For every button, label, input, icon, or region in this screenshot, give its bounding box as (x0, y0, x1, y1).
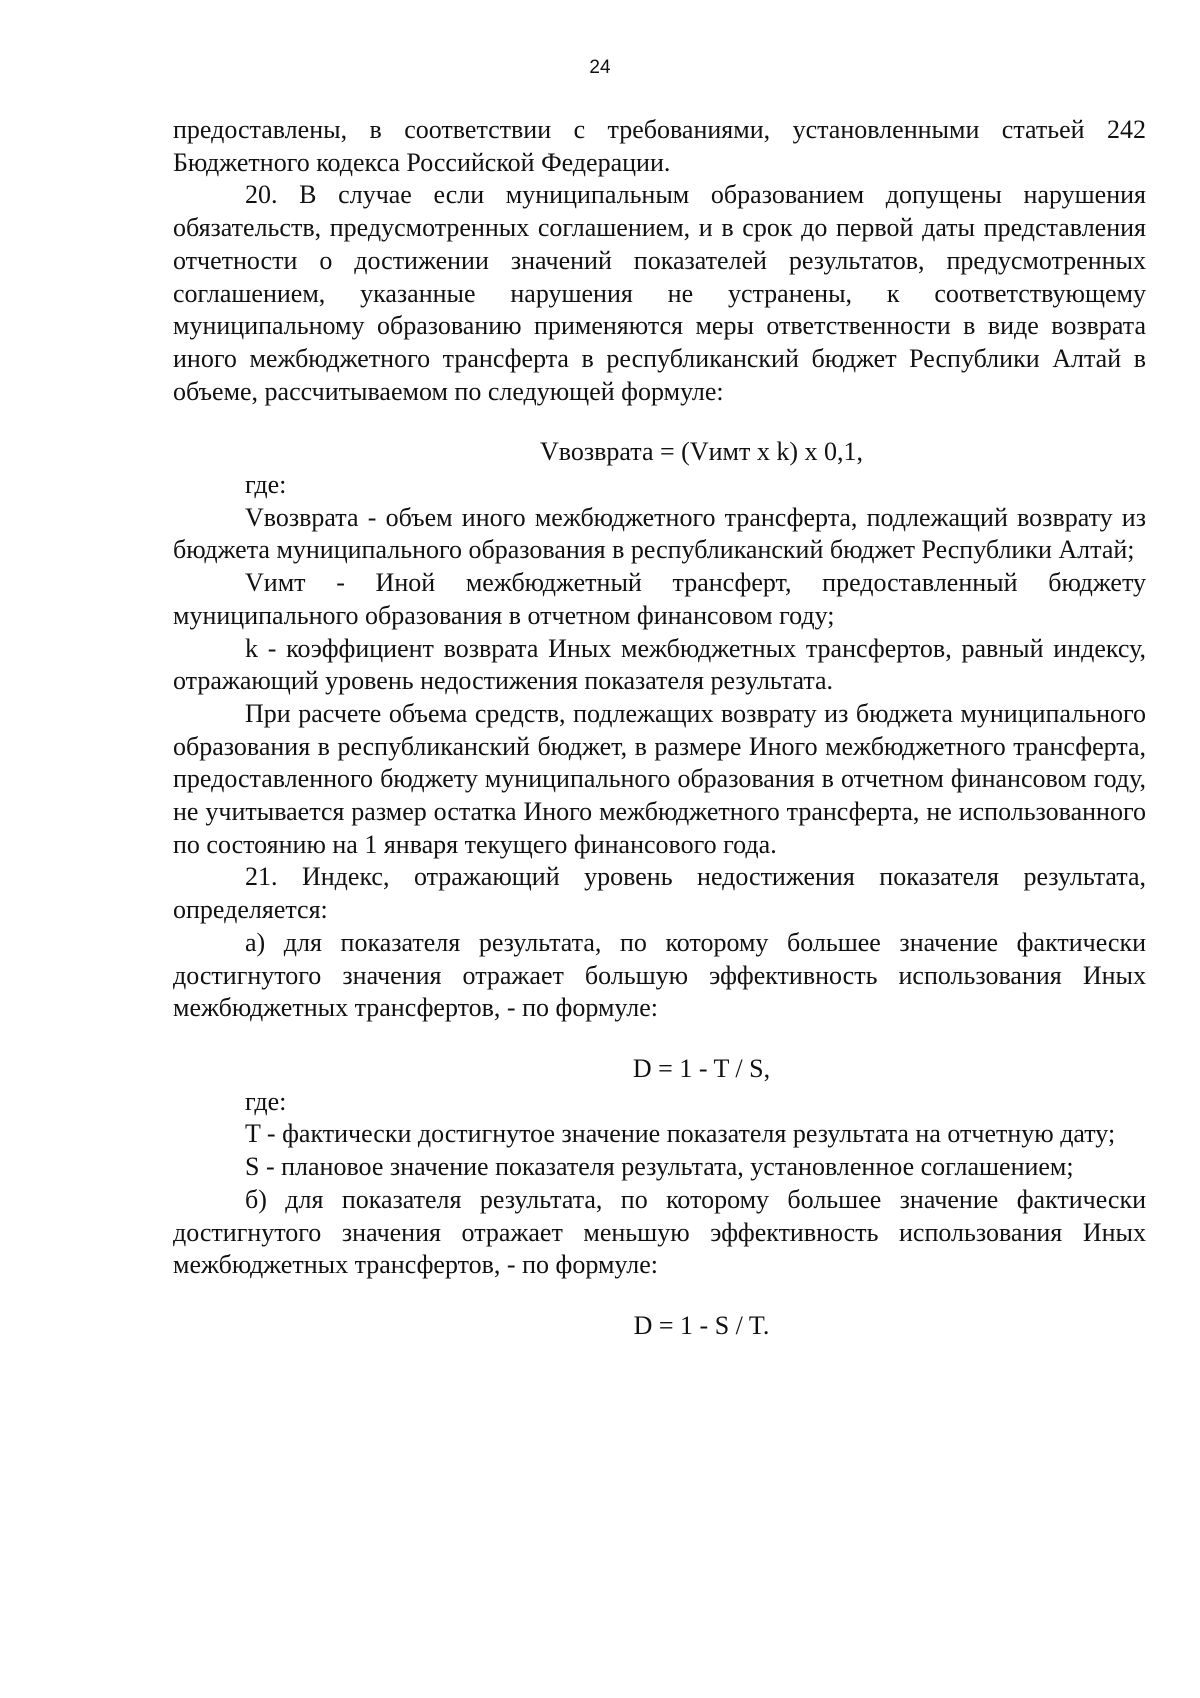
paragraph-calculation-note: При расчете объема средств, подлежащих возврату из бюджета муниципального образования в республиканский бюджет, в размере Иного межбюджетного трансферта, предоставленного бюджету муниципального образования в отчетном финансовом году, не учитывается размер остатка Иного межбюджетного трансферта, не использованного по состоянию на 1 января текущего финансового года. (173, 698, 1146, 859)
paragraph-clause-20: 20. В случае если муниципальным образованием допущены нарушения обязательств, предусмотренных соглашением, и в срок до первой даты представления отчетности о достижении значений показателей результатов, предусмотренных соглашением, указанные нарушения не устранены, к соответствующему муниципальному образованию применяются меры ответственности в виде возврата иного межбюджетного трансферта в республиканский бюджет Республики Алтай в объеме, рассчитываемом по следующей формуле: (173, 180, 1146, 406)
formula-index-a: D = 1 - T / S, (632, 1053, 771, 1083)
paragraph-def-vimt: Vимт - Иной межбюджетный трансферт, предоставленный бюджету муниципального образования в отчетном финансовом году; (173, 568, 1146, 630)
formula-index-b: D = 1 - S / T. (633, 1310, 770, 1340)
formula-return-volume: Vвозврата = (Vимт x k) x 0,1, (540, 437, 863, 467)
paragraph-def-s: S - плановое значение показателя результата, установленное соглашением; (245, 1152, 1074, 1182)
page-number: 24 (589, 57, 611, 78)
paragraph-case-a: а) для показателя результата, по которому большее значение фактически достигнутого значения отражает большую эффективность использования Иных межбюджетных трансфертов, - по формуле: (173, 927, 1146, 1023)
paragraph-where: где: (245, 470, 287, 500)
paragraph-def-k: k - коэффициент возврата Иных межбюджетных трансфертов, равный индексу, отражающий уровень недостижения показателя результата. (173, 633, 1146, 696)
paragraph-def-t: T - фактически достигнутое значение показателя результата на отчетную дату; (245, 1119, 1116, 1149)
paragraph-where: где: (245, 1086, 287, 1116)
paragraph-case-b: б) для показателя результата, по которому большее значение фактически достигнутого значения отражает меньшую эффективность использования Иных межбюджетных трансфертов, - по формуле: (173, 1184, 1146, 1280)
paragraph-def-vreturn: Vвозврата - объем иного межбюджетного трансферта, подлежащий возврату из бюджета муниципального образования в республиканский бюджет Республики Алтай; (173, 502, 1146, 565)
paragraph-clause-21: 21. Индекс, отражающий уровень недостижения показателя результата, определяется: (173, 862, 1146, 925)
document-body (173, 114, 1146, 1343)
paragraph-continuation: предоставлены, в соответствии с требованиями, установленными статьей 242 Бюджетного кодекса Российской Федерации. (173, 115, 1146, 177)
